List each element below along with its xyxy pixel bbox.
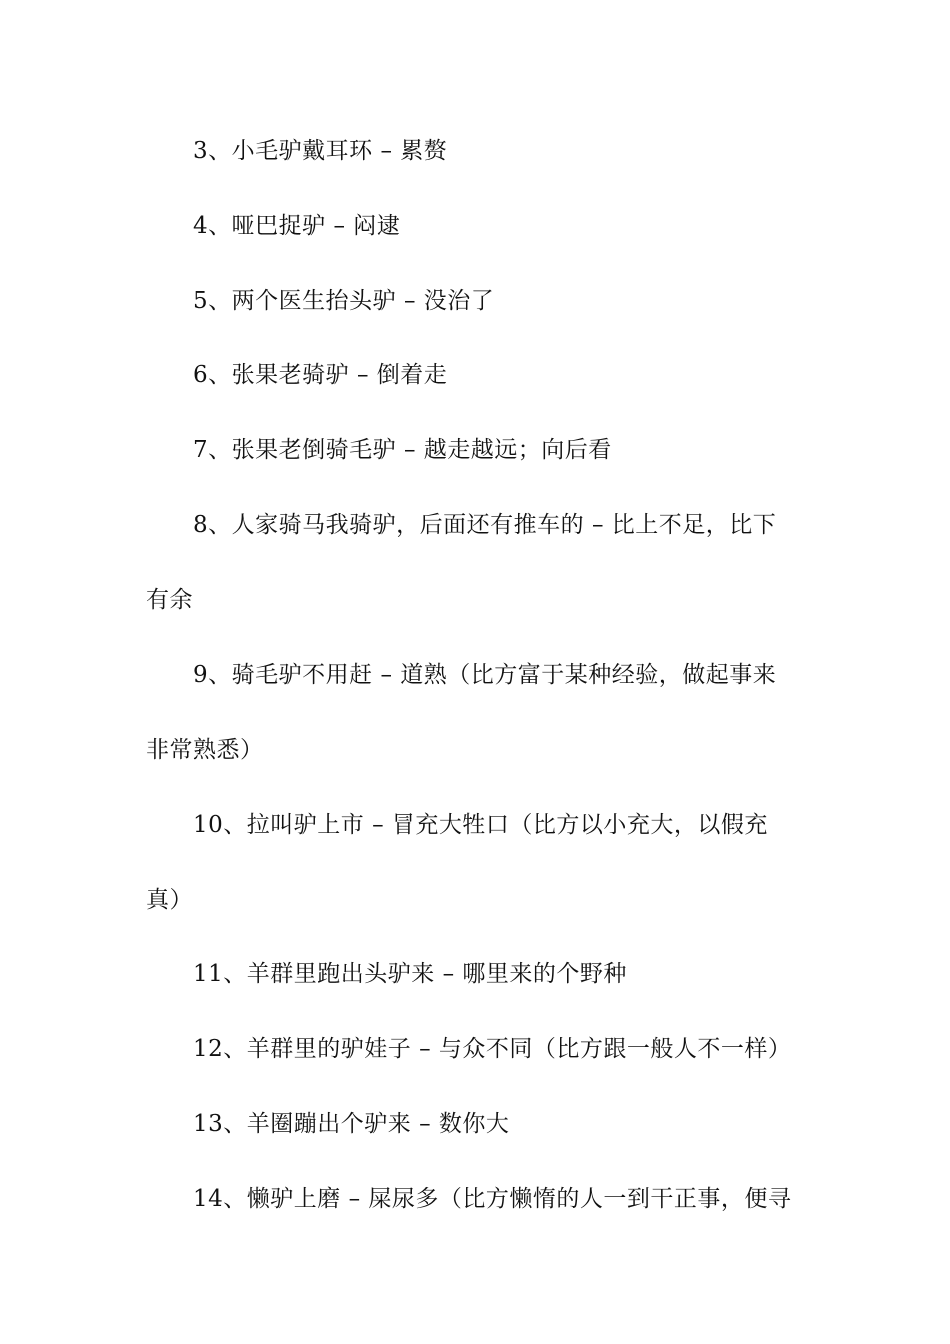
text-line: 4、哑巴捉驴 – 闷逮 <box>193 213 401 239</box>
text-line: 13、羊圈蹦出个驴来 – 数你大 <box>193 1111 510 1137</box>
text-line: 3、小毛驴戴耳环 – 累赘 <box>193 138 448 164</box>
text-line: 11、羊群里跑出头驴来 – 哪里来的个野种 <box>193 961 627 987</box>
text-line: 7、张果老倒骑毛驴 – 越走越远；向后看 <box>193 437 612 463</box>
text-line: 真） <box>146 887 193 913</box>
text-line: 14、懒驴上磨 – 屎尿多（比方懒惰的人一到干正事，便寻 <box>193 1186 792 1212</box>
text-line: 非常熟悉） <box>146 737 264 763</box>
text-line: 8、人家骑马我骑驴，后面还有推车的 – 比上不足，比下 <box>193 512 777 538</box>
text-line: 6、张果老骑驴 – 倒着走 <box>193 362 448 388</box>
text-line: 9、骑毛驴不用赶 – 道熟（比方富于某种经验，做起事来 <box>193 662 777 688</box>
text-line: 10、拉叫驴上市 – 冒充大牲口（比方以小充大，以假充 <box>193 812 768 838</box>
text-line: 5、两个医生抬头驴 – 没治了 <box>193 288 495 314</box>
text-line: 有余 <box>146 587 193 613</box>
text-line: 12、羊群里的驴娃子 – 与众不同（比方跟一般人不一样） <box>193 1036 792 1062</box>
